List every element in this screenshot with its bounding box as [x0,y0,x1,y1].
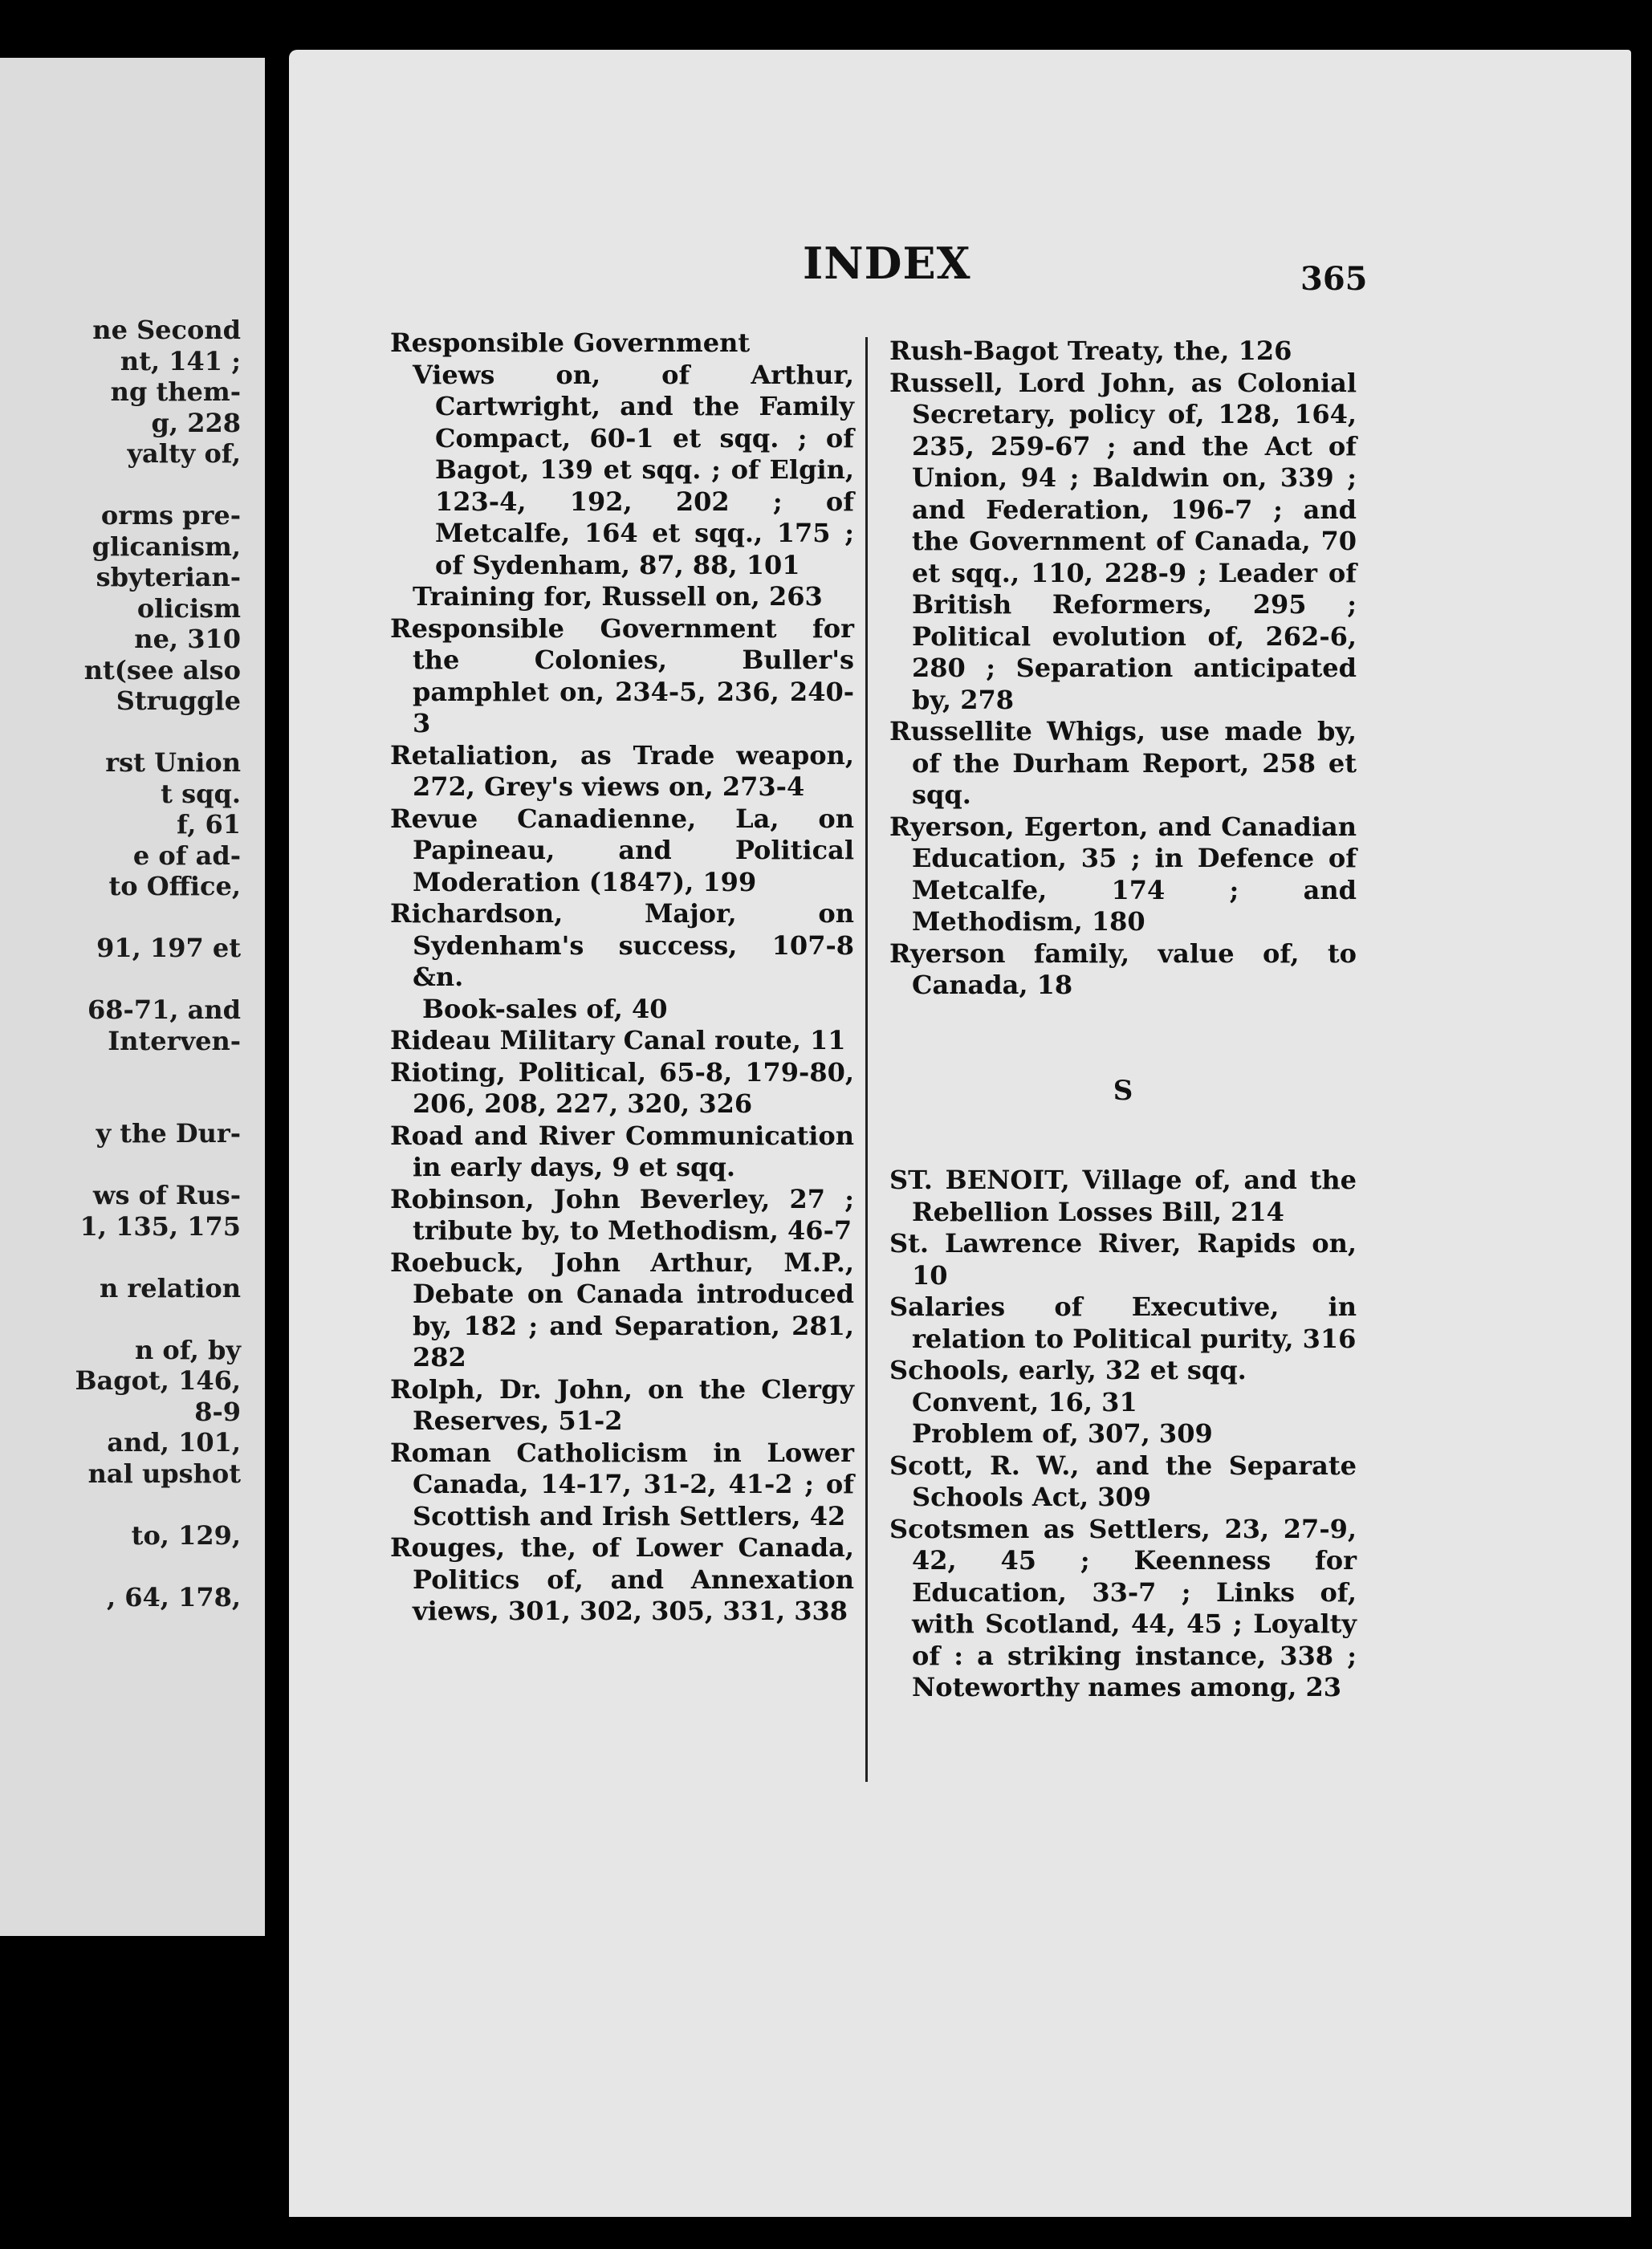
index-entry: Convent, 16, 31 [912,1386,1137,1417]
facing-page-line: nt(see also [83,654,241,685]
facing-page-line: glicanism, [92,531,241,562]
facing-page-line: n relation [99,1272,241,1303]
index-entry: Problem of, 307, 309 [912,1418,1213,1449]
facing-page-line: and, 101, [107,1427,241,1458]
facing-page-line: yalty of, [127,438,241,469]
facing-page-line: e of ad- [132,840,241,871]
facing-page-line: f, 61 [177,809,241,840]
facing-page-line: ne Second [92,315,241,345]
facing-page-line: ng them- [110,376,241,407]
page-number: 365 [1300,260,1368,298]
facing-page-line: 1, 135, 175 [79,1210,241,1242]
facing-page-line: to Office, [108,871,241,901]
index-entry: Russellite Whigs, use made by, of the Durham Report, 258 et sqq. [889,716,1357,810]
index-entry: Schools, early, 32 et sqq. [889,1355,1247,1385]
section-letter: S [1113,1074,1133,1107]
index-entry: Scott, R. W., and the Separate Schools Act, 309 [889,1450,1357,1512]
facing-page-line: t sqq. [161,778,241,809]
index-group-s [889,1165,1357,1704]
index-entry: Scotsmen as Settlers, 23, 27-9, 42, 45 ; Keenness for Education, 33-7 ; Links of, with Scotland, 44, 45 ; Loyalty of : a striking instance, 338 ; Noteworthy names among, 23 [889,1513,1357,1702]
facing-page-line: nal upshot [87,1458,241,1489]
index-entry: Rouges, the, of Lower Canada, Politics of, and Annexation views, 301, 302, 305, 331, 338 [390,1532,854,1626]
facing-page-line: n of, by [134,1334,241,1365]
facing-page-line: ws of Rus- [92,1180,241,1210]
index-entry: St. Lawrence River, Rapids on, 10 [889,1228,1357,1291]
facing-page-line: ne, 310 [134,624,241,654]
facing-page-line: Bagot, 146, [75,1365,241,1396]
index-entry: Russell, Lord John, as Colonial Secretary, policy of, 128, 164, 235, 259-67 ; and the Act of Union, 94 ; Baldwin on, 339 ; and Federation, 196-7 ; and the Government of Canada, 70 et sqq., 110, 228-9 ; Leader of British Reformers, 295 ; Political evolution of, 262-6, 280 ; Separation anticipated by, 278 [889,367,1357,715]
facing-page-line: , 64, 178, [106,1581,241,1613]
index-entry: Revue Canadienne, La, on Papineau, and Political Moderation (1847), 199 [390,803,854,897]
index-entry: Ryerson family, value of, to Canada, 18 [889,937,1357,1000]
index-entry: Training for, Russell on, 263 [413,581,823,612]
facing-page-fragment [0,58,265,1936]
facing-page-line: 68-71, and [87,994,241,1025]
column-divider [865,337,868,1782]
index-entry: Book-sales of, 40 [422,993,668,1024]
index-entry: Ryerson, Egerton, and Canadian Education, 35 ; in Defence of Metcalfe, 174 ; and Methodism, 180 [889,811,1357,937]
facing-page-line: y the Dur- [96,1118,241,1149]
facing-page-line: olicism [136,592,241,624]
facing-page-line: to, 129, [131,1519,241,1551]
index-entry: Retaliation, as Trade weapon, 272, Grey's views on, 273-4 [390,739,854,802]
index-entry: Salaries of Executive, in relation to Political purity, 316 [889,1291,1357,1354]
index-entry: Rideau Military Canal route, 11 [390,1025,846,1055]
facing-page-line: rst Union [105,747,241,778]
facing-page-line: Struggle [116,685,241,716]
facing-page-line: 91, 197 et [96,933,241,963]
index-entry: Robinson, John Beverley, 27 ; tribute by, to Methodism, 46-7 [390,1183,854,1246]
index-entry: Roman Catholicism in Lower Canada, 14-17, 31-2, 41-2 ; of Scottish and Irish Settlers, 42 [390,1437,854,1531]
index-entry: Road and River Communication in early days, 9 et sqq. [390,1120,854,1182]
facing-page-line: nt, 141 ; [120,345,241,376]
page-title: INDEX [803,238,971,289]
index-entry: Views on, of Arthur, Cartwright, and the Family Compact, 60-1 et sqq. ; of Bagot, 139 et sqq. ; of Elgin, 123-4, 192, 202 ; of Metcalfe, 164 et sqq., 175 ; of Sydenham, 87, 88, 101 [413,359,854,580]
book-gutter [265,0,289,2239]
index-group-r [889,336,1357,1002]
facing-page-line: orms pre- [100,500,241,531]
index-entry: Rolph, Dr. John, on the Clergy Reserves, 51-2 [390,1373,854,1436]
facing-page-line: sbyterian- [96,562,241,592]
facing-page-line: Interven- [108,1025,241,1056]
facing-page-line: 8-9 [194,1396,241,1427]
index-entry: Richardson, Major, on Sydenham's success, 107-8 &n. [390,898,854,992]
index-entry: Responsible Government for the Colonies, Buller's pamphlet on, 234-5, 236, 240-3 [390,612,854,738]
index-column-right [889,336,1357,1704]
index-entry: Responsible Government [390,327,751,358]
index-entry: Roebuck, John Arthur, M.P., Debate on Canada introduced by, 182 ; and Separation, 281, 282 [390,1247,854,1373]
index-entry: ST. BENOIT, Village of, and the Rebellion Losses Bill, 214 [889,1165,1357,1227]
facing-page-line: g, 228 [151,407,241,438]
index-column-left [390,327,854,1628]
index-entry: Rioting, Political, 65-8, 179-80, 206, 208, 227, 320, 326 [390,1056,854,1119]
index-entry: Rush-Bagot Treaty, the, 126 [889,336,1292,366]
